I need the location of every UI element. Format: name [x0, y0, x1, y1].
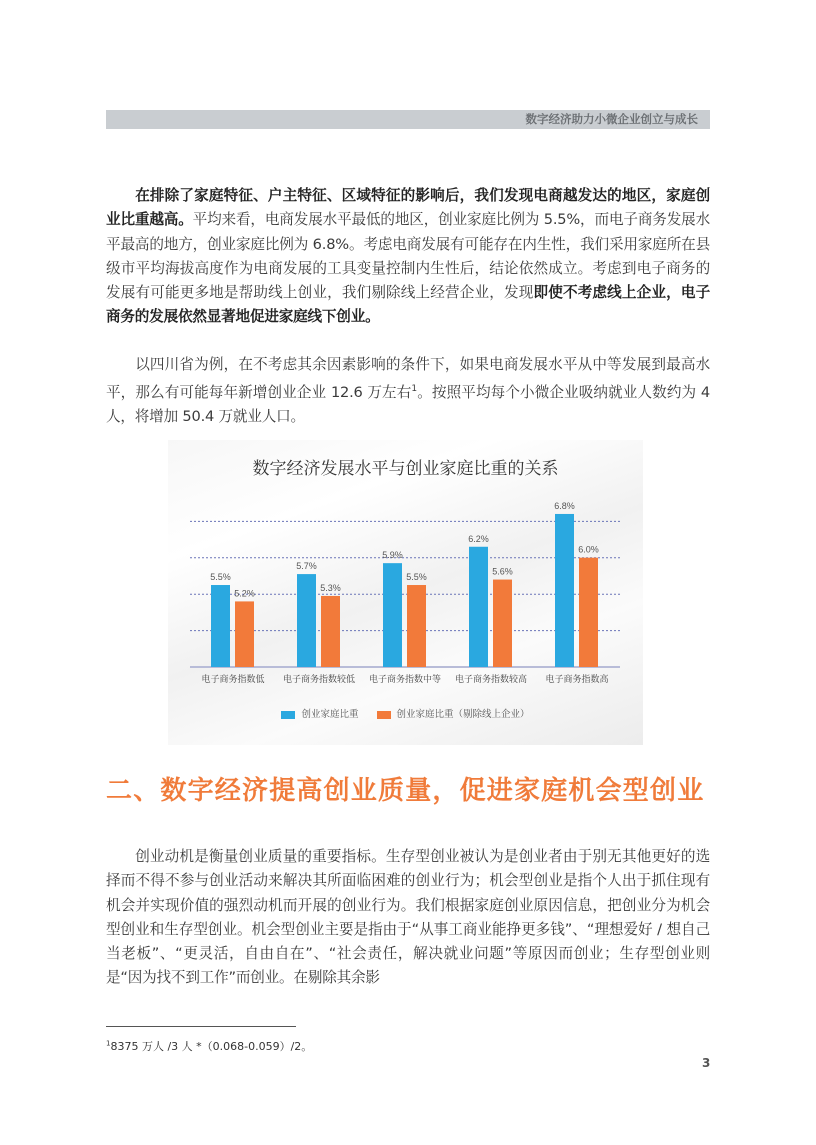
category-label: 电子商务指数较低 [282, 675, 356, 685]
bar [383, 563, 402, 667]
chart-legend [168, 706, 643, 720]
legend-swatch [377, 711, 391, 719]
section-heading: 二、数字经济提高创业质量，促进家庭机会型创业 [106, 776, 705, 806]
data-label: 6.0% [578, 544, 599, 555]
data-label: 5.5% [210, 572, 231, 583]
bar [407, 585, 426, 667]
chart-title: 数字经济发展水平与创业家庭比重的关系 [252, 459, 559, 479]
bar [493, 580, 512, 667]
legend-label: 创业家庭比重 [301, 709, 359, 720]
chart [168, 440, 643, 745]
legend-swatch [281, 711, 295, 719]
body-text: 以四川省为例，在不考虑其余因素影响的条件下，如果电商发展水平从中等发展到最高水平，那么有可能每年新增创业企业 12.6 万左右 [106, 356, 710, 402]
data-label: 5.6% [492, 566, 513, 577]
footnote-text: 8375 万人 /3 人 *（0.068-0.059）/2。 [110, 1040, 313, 1053]
bar [235, 601, 254, 667]
category-label: 电子商务指数中等 [368, 675, 442, 685]
bar [579, 558, 598, 667]
category-label: 电子商务指数低 [201, 675, 265, 685]
body-text: 平均来看，电商发展水平最低的地区，创业家庭比例为 5.5%，而电子商务发展水平最高的地方，创业家庭比例为 6.8%。考虑电商发展有可能存在内生性，我们采用家庭所在县级市平均海拔高度作为电商发展的工具变量控制内生性后，结论依然成立。考虑到电子商务的发展有可能更多地是帮助线上创业，我们剔除线上经营企业，发现 [106, 211, 710, 302]
paragraph-3: 创业动机是衡量创业质量的重要指标。生存型创业被认为是创业者由于别无其他更好的选择而不得不参与创业活动来解决其所面临困难的创业行为；机会型创业是指个人出于抓住现有机会并实现价值的强烈动机而开展的创业行为。我们根据家庭创业原因信息，把创业分为机会型创业和生存型创业。机会型创业主要是指由于“从事工商业能挣更多钱”、“理想爱好 / 想自己当老板”、“更灵活，自由自在”、“社会责任，解决就业问题”等原因而创业；生存型创业则是“因为找不到工作”而创业。在剔除其余影 [106, 848, 710, 987]
data-label: 5.9% [382, 550, 403, 561]
legend-label: 创业家庭比重（剔除线上企业） [396, 709, 530, 720]
bold-text: 在排除了家庭特征、户主特征、区域特征的影响后，我们发现电商越发达的地区，家庭创业比重越高。 [106, 187, 710, 229]
footnote [106, 1038, 312, 1054]
paragraph-2 [106, 353, 710, 430]
bar [297, 574, 316, 667]
chart-plot [168, 440, 643, 745]
footnote-divider [106, 1026, 296, 1027]
bar [211, 585, 230, 667]
data-label: 6.2% [468, 533, 489, 544]
category-label: 电子商务指数高 [545, 675, 609, 685]
data-label: 5.3% [320, 582, 341, 593]
legend-item [281, 706, 358, 720]
footnote-mark: 1 [106, 1039, 111, 1048]
page-number: 3 [702, 1056, 711, 1070]
footnote-ref[interactable]: 1 [411, 384, 417, 395]
running-header: 数字经济助力小微企业创立与成长 [106, 110, 710, 129]
data-label: 5.7% [296, 561, 317, 572]
data-label: 6.8% [554, 500, 575, 511]
bold-text: 即使不考虑线上企业，电子商务的发展依然显著地促进家庭线下创业。 [106, 284, 711, 326]
data-label: 5.2% [234, 588, 255, 599]
paragraph-1 [106, 184, 710, 330]
legend-item [377, 706, 530, 720]
data-label: 5.5% [406, 572, 427, 583]
bar [321, 596, 340, 667]
bar [469, 547, 488, 667]
bar [555, 514, 574, 667]
category-label: 电子商务指数较高 [454, 675, 528, 685]
body-text: 。按照平均每个小微企业吸纳就业人数约为 4 人，将增加 50.4 万就业人口。 [106, 384, 710, 426]
